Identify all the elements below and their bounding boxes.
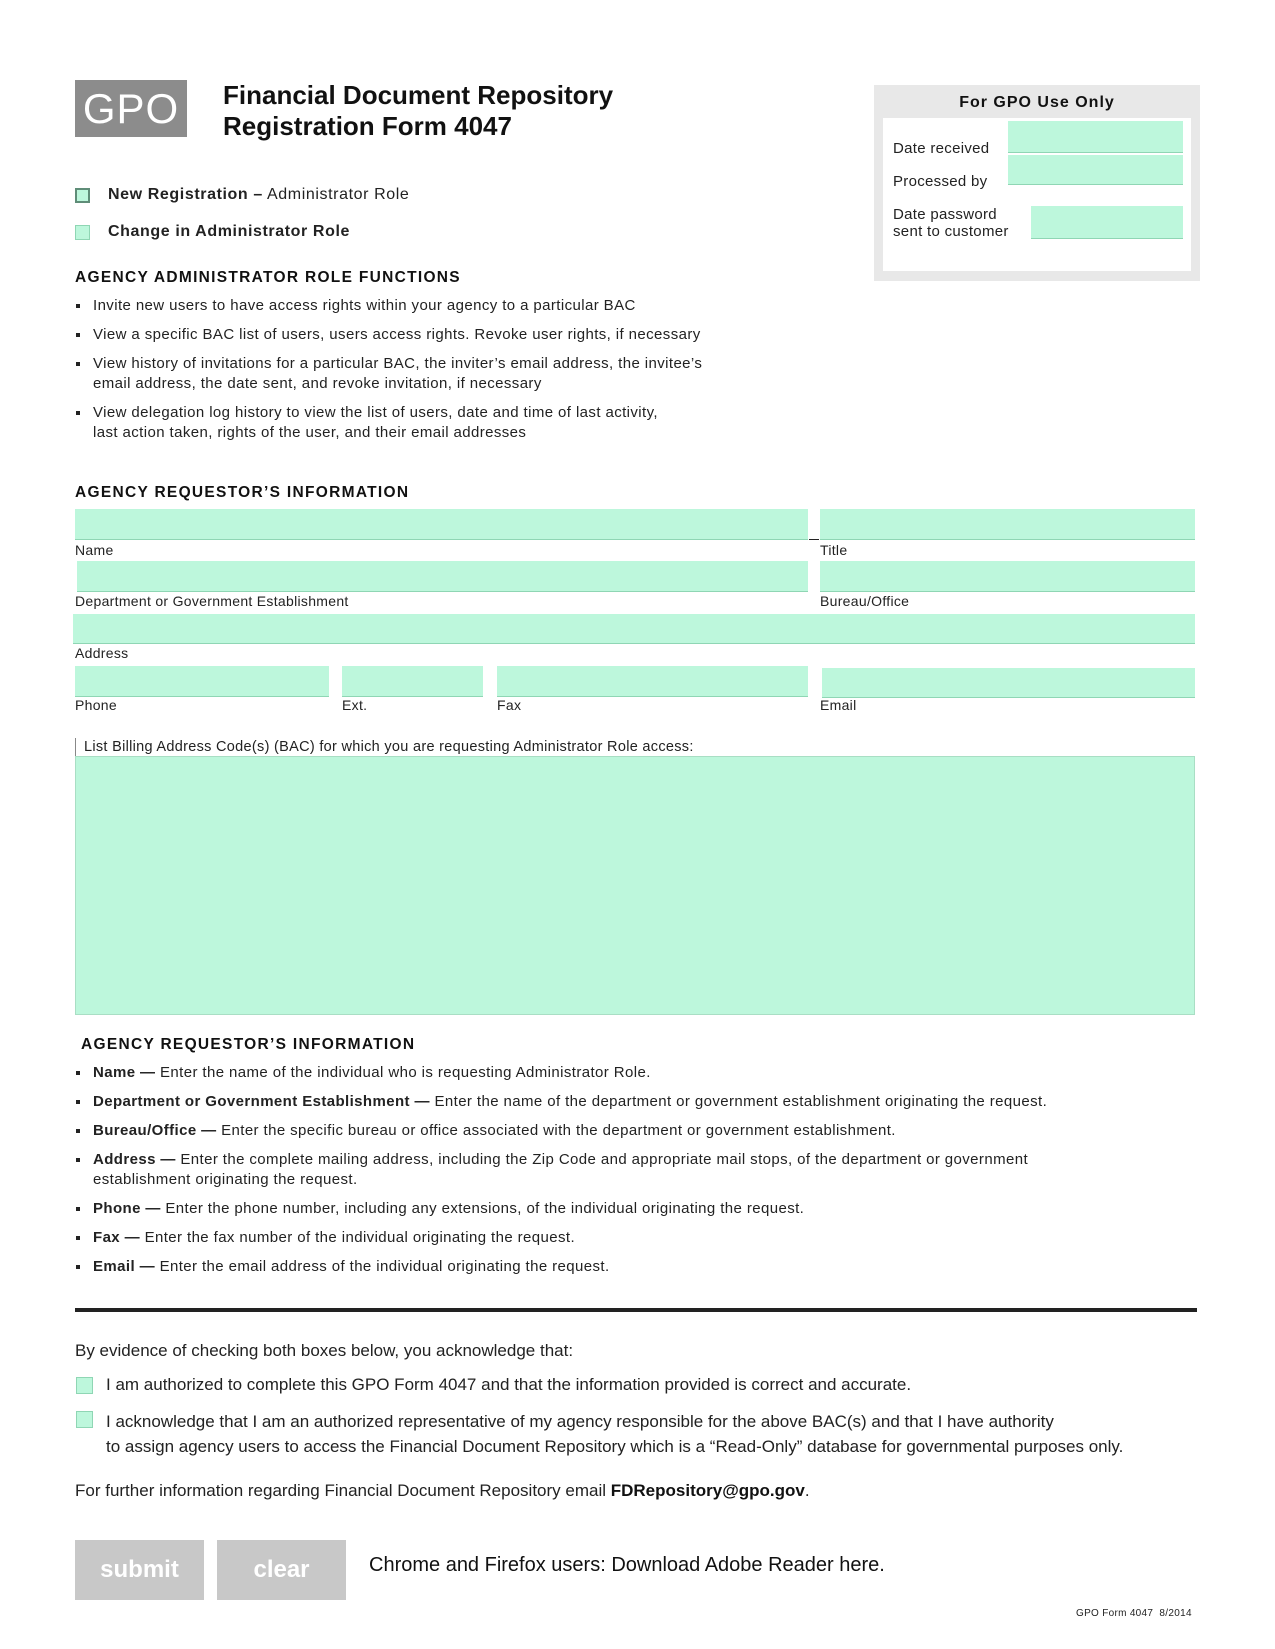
- new-registration-label: [108, 186, 409, 204]
- list-item: Name — Enter the name of the individual who is requesting Administrator Role.: [75, 1063, 1205, 1083]
- representative-label-line-2: to assign agency users to access the Financial Document Repository which is a “Read-Only” database for governmental purposes only.: [106, 1437, 1124, 1456]
- phone-label: Phone: [75, 697, 117, 713]
- name-field[interactable]: [75, 509, 808, 540]
- representative-label: [106, 1409, 1123, 1459]
- list-item: View history of invitations for a particular BAC, the inviter’s email address, the invitee’s email address, the date sent, and revoke invitation, if necessary: [75, 354, 795, 394]
- date-password-field[interactable]: [1031, 206, 1183, 239]
- date-received-field[interactable]: [1008, 121, 1183, 153]
- list-item: View a specific BAC list of users, users access rights. Revoke user rights, if necessary: [75, 325, 795, 345]
- list-item: Department or Government Establishment — Enter the name of the department or government establishment originating the request.: [75, 1092, 1205, 1112]
- field-separator: [809, 539, 819, 540]
- form-id: GPO Form 4047 8/2014: [1076, 1608, 1192, 1619]
- change-role-checkbox[interactable]: [75, 225, 90, 240]
- date-password-label: [893, 206, 1009, 240]
- submit-button[interactable]: submit: [75, 1540, 204, 1600]
- page-title: [223, 80, 613, 142]
- gpo-use-only-panel: [874, 85, 1200, 281]
- divider: [75, 1308, 1197, 1312]
- list-item: View delegation log history to view the list of users, date and time of last activity, last action taken, rights of the user, and their email addresses: [75, 403, 795, 443]
- address-label: Address: [75, 645, 129, 661]
- date-password-label-line-2: sent to customer: [893, 223, 1009, 240]
- adobe-reader-link[interactable]: Chrome and Firefox users: Download Adobe Reader here.: [369, 1554, 885, 1576]
- list-item: Bureau/Office — Enter the specific bureau or office associated with the department or government establishment.: [75, 1121, 1205, 1141]
- date-password-label-line-1: Date password: [893, 206, 997, 223]
- bac-label: List Billing Address Code(s) (BAC) for which you are requesting Administrator Role access:: [84, 739, 694, 755]
- further-info: For further information regarding Financial Document Repository email FDRepository@gpo.gov.: [75, 1481, 810, 1500]
- authorized-checkbox[interactable]: [76, 1377, 93, 1394]
- email-link[interactable]: FDRepository@gpo.gov: [610, 1481, 805, 1500]
- ext-field[interactable]: [342, 666, 483, 697]
- list-item: Phone — Enter the phone number, including any extensions, of the individual originating the request.: [75, 1199, 1205, 1219]
- new-registration-bold: New Registration –: [108, 186, 263, 203]
- gpo-logo: GPO: [75, 80, 187, 137]
- email-field[interactable]: [822, 668, 1195, 698]
- title-field[interactable]: [820, 509, 1195, 540]
- list-item: Invite new users to have access rights within your agency to a particular BAC: [75, 296, 795, 316]
- fax-label: Fax: [497, 697, 522, 713]
- representative-label-line-1: I acknowledge that I am an authorized representative of my agency responsible for the above BAC(s) and that I have authority: [106, 1412, 1054, 1431]
- title-label: Title: [820, 542, 848, 558]
- processed-by-field[interactable]: [1008, 155, 1183, 185]
- bureau-label: Bureau/Office: [820, 593, 910, 609]
- new-registration-rest: Administrator Role: [267, 186, 410, 203]
- title-line-2: Registration Form 4047: [223, 111, 512, 141]
- list-item: Address — Enter the complete mailing address, including the Zip Code and appropriate mail stops, of the department or government establishment originating the request.: [75, 1150, 1205, 1190]
- phone-field[interactable]: [75, 666, 329, 697]
- gpo-use-only-title: For GPO Use Only: [959, 94, 1115, 111]
- department-field[interactable]: [77, 561, 808, 592]
- role-functions-list: [75, 296, 795, 443]
- change-role-label: Change in Administrator Role: [108, 223, 351, 240]
- new-registration-checkbox[interactable]: [75, 188, 90, 203]
- processed-by-label: Processed by: [893, 173, 988, 190]
- clear-button[interactable]: clear: [217, 1540, 346, 1600]
- bureau-field[interactable]: [820, 561, 1195, 592]
- department-label: Department or Government Establishment: [75, 593, 349, 609]
- bac-textarea[interactable]: [75, 756, 1195, 1015]
- bac-label-rule: [75, 738, 76, 756]
- requestor-heading: AGENCY REQUESTOR’S INFORMATION: [75, 484, 410, 501]
- representative-checkbox[interactable]: [76, 1411, 93, 1428]
- instructions-list: [75, 1063, 1205, 1277]
- title-line-1: Financial Document Repository: [223, 80, 614, 110]
- gpo-use-only-inner: [883, 118, 1191, 271]
- role-functions-heading: AGENCY ADMINISTRATOR ROLE FUNCTIONS: [75, 269, 461, 286]
- list-item: Fax — Enter the fax number of the individual originating the request.: [75, 1228, 1205, 1248]
- fax-field[interactable]: [497, 666, 808, 697]
- ext-label: Ext.: [342, 697, 368, 713]
- list-item: Email — Enter the email address of the individual originating the request.: [75, 1257, 1205, 1277]
- acknowledge-intro: By evidence of checking both boxes below, you acknowledge that:: [75, 1341, 574, 1360]
- date-received-label: Date received: [893, 140, 990, 157]
- instructions-heading: AGENCY REQUESTOR’S INFORMATION: [81, 1036, 416, 1053]
- authorized-label: I am authorized to complete this GPO Form 4047 and that the information provided is correct and accurate.: [106, 1375, 912, 1394]
- email-label: Email: [820, 697, 857, 713]
- name-label: Name: [75, 542, 114, 558]
- address-field[interactable]: [73, 614, 1195, 644]
